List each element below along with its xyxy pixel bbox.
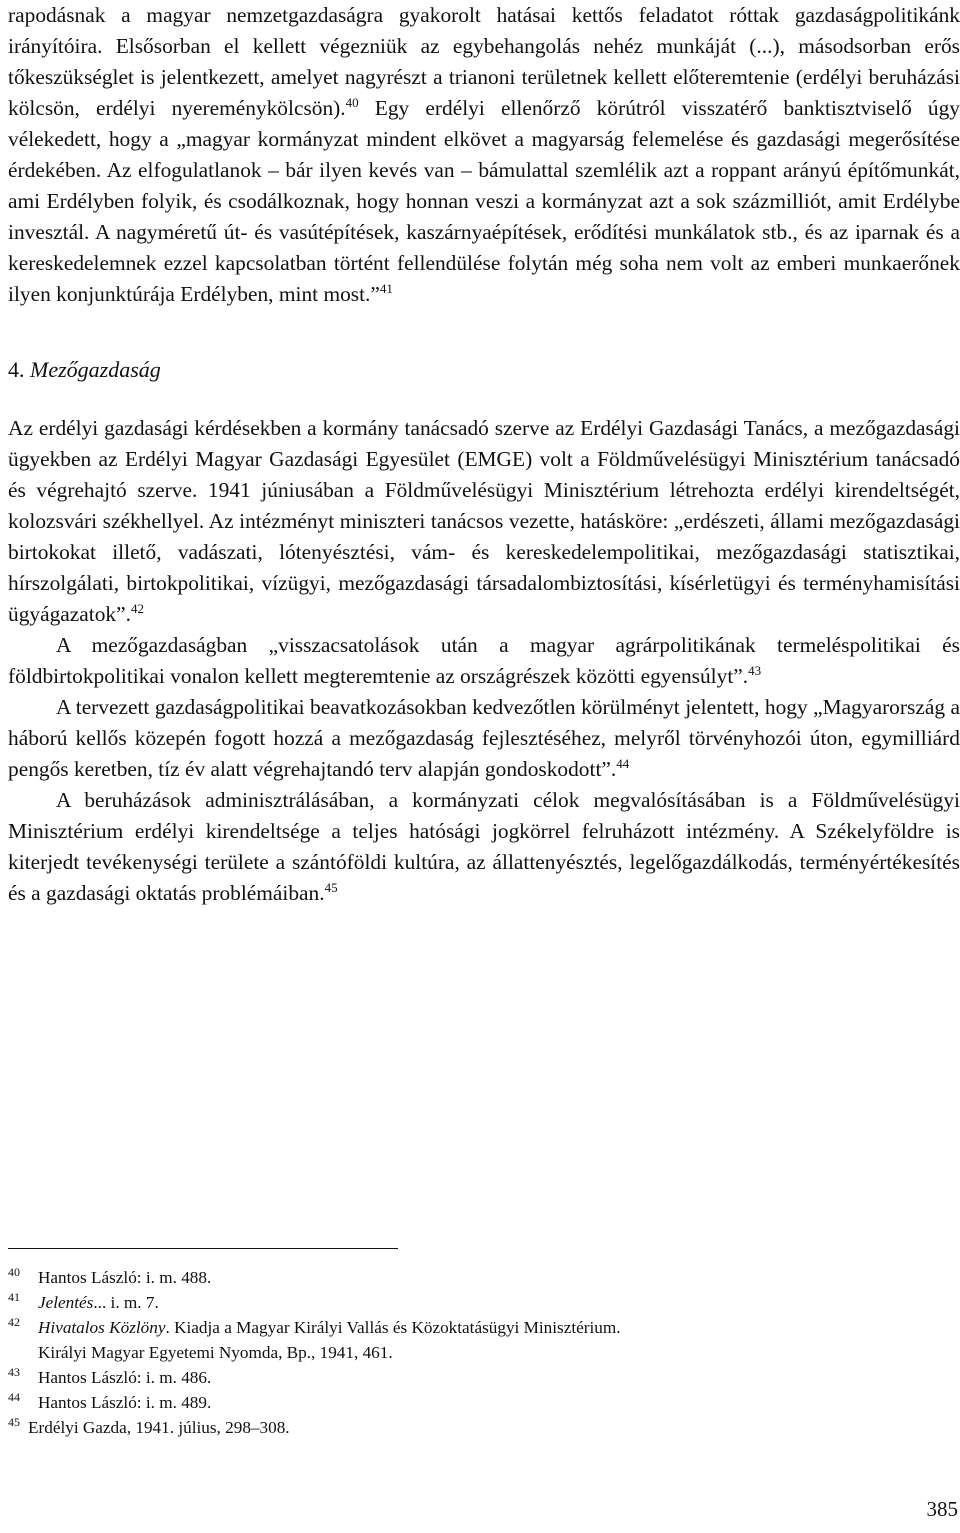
paragraph-4-text: A tervezett gazdaságpolitikai beavatkozásokban kedvezőtlen körülményt jelentett, hogy „Magyarország a háború kellős közepén fogott hozzá a mezőgazdaság fejlesztéséhez, melyről törvényhozói úton, egymilliárd pengős keretben, tíz év alatt végrehajtandó terv alapján gondoskodott”.: [8, 695, 960, 781]
page-body: [8, 0, 960, 909]
section-number: 4.: [8, 357, 30, 382]
section-heading: [8, 354, 960, 385]
footnote-40: 40 Hantos László: i. m. 488.: [8, 1265, 212, 1287]
footnote-42-continued: Királyi Magyar Egyetemi Nyomda, Bp., 1941, 461.: [38, 1343, 393, 1362]
footnote-text: Erdélyi Gazda, 1941. július, 298–308.: [28, 1418, 290, 1437]
paragraph-4: [8, 692, 960, 785]
footnote-text: . Kiadja a Magyar Királyi Vallás és Közoktatásügyi Minisztérium.: [165, 1318, 621, 1337]
footnote-ref-44[interactable]: 44: [616, 756, 630, 771]
paragraph-1-text-b: Egy erdélyi ellenőrző körútról visszatérő banktisztviselő úgy vélekedett, hogy a „magyar kormányzat mindent elkövet a magyarság felemelése és gazdasági megerősítése érdekében. Az elfogulatlanok – bár ilyen kevés van – bámulattal szemlélik azt a roppant arányú építőmunkát, ami Erdélyben folyik, és csodálkoznak, hogy honnan veszi a kormányzat azt a sok százmilliót, amit Erdélybe invesztál. A nagyméretű út- és vasútépítések, kaszárnyaépítések, erődítési munkálatok stb., és az iparnak és a kereskedelemnek ezzel kapcsolatban történt fellendülése folytán még soha nem volt az emberi munkaerőnek ilyen konjunktúrája Erdélyben, mint most.”: [8, 96, 960, 306]
paragraph-2: [8, 413, 960, 630]
paragraph-1-text-a: rapodásnak a magyar nemzetgazdaságra gyakorolt hatásai kettős feladatot róttak gazdaságpolitikánk irányítóira. Elsősorban el kellett végezniük az egybehangolás nehéz munkáját (...), másodsorban erős tőkeszükséglet is jelentkezett, amelyet nagyrészt a trianoni területnek kellett előteremtenie (erdélyi beruházási kölcsön, erdélyi nyereménykölcsön).: [8, 3, 960, 120]
paragraph-3: [8, 630, 960, 692]
footnote-text: Hantos László: i. m. 489.: [38, 1393, 212, 1412]
footnote-ref-41[interactable]: 41: [379, 281, 393, 296]
footnote-45: 45 Erdélyi Gazda, 1941. július, 298–308.: [8, 1415, 290, 1437]
footnote-title: Jelentés: [38, 1293, 94, 1312]
footnote-42: 42 Hivatalos Közlöny. Kiadja a Magyar Királyi Vallás és Közoktatásügyi Minisztérium.: [8, 1315, 621, 1337]
paragraph-5: [8, 785, 960, 909]
footnote-divider: [8, 1248, 398, 1249]
footnote-text: ... i. m. 7.: [93, 1293, 159, 1312]
footnote-41: 41 Jelentés... i. m. 7.: [8, 1290, 159, 1312]
page-number: 385: [926, 1497, 958, 1521]
paragraph-3-text: A mezőgazdaságban „visszacsatolások után a magyar agrárpolitikának termeléspolitikai és földbirtokpolitikai vonalon kellett megteremtenie az országrészek közötti egyensúlyt”.: [8, 633, 960, 688]
footnote-text: Hantos László: i. m. 486.: [38, 1368, 212, 1387]
footnote-ref-43[interactable]: 43: [748, 663, 762, 678]
footnote-44: 44 Hantos László: i. m. 489.: [8, 1390, 212, 1412]
section-title: Mezőgazdaság: [30, 357, 161, 382]
paragraph-5-text: A beruházások adminisztrálásában, a kormányzati célok megvalósításában is a Földművelésügyi Minisztérium erdélyi kirendeltsége a teljes hatósági jogkörrel felruházott intézmény. A Székelyföldre is kiterjedt tevékenységi területe a szántóföldi kultúra, az állattenyésztés, legelőgazdálkodás, terményértékesítés és a gazdasági oktatás problémáiban.: [8, 788, 960, 905]
footnote-ref-45[interactable]: 45: [324, 880, 338, 895]
footnote-43: 43 Hantos László: i. m. 486.: [8, 1365, 212, 1387]
footnote-ref-40[interactable]: 40: [345, 95, 359, 110]
footnote-ref-42[interactable]: 42: [130, 601, 144, 616]
paragraph-1: [8, 0, 960, 310]
footnote-text: Hantos László: i. m. 488.: [38, 1268, 212, 1287]
paragraph-2-text: Az erdélyi gazdasági kérdésekben a kormány tanácsadó szerve az Erdélyi Gazdasági Tanács, a mezőgazdasági ügyekben az Erdélyi Magyar Gazdasági Egyesület (EMGE) volt a Földművelésügyi Minisztérium tanácsadó és végrehajtó szerve. 1941 júniusában a Földművelésügyi Minisztérium létrehozta erdélyi kirendeltségét, kolozsvári székhellyel. Az intézményt miniszteri tanácsos vezette, hatásköre: „erdészeti, állami mezőgazdasági birtokokat illető, vadászati, lótenyésztési, vám- és kereskedelempolitikai, mezőgazdasági statisztikai, hírszolgálati, birtokpolitikai, vízügyi, mezőgazdasági társadalombiztosítási, kísérletügyi és terményhamisítási ügyágazatok”.: [8, 416, 960, 626]
footnote-title: Hivatalos Közlöny: [38, 1318, 166, 1337]
footnotes-section: [8, 1248, 960, 1440]
